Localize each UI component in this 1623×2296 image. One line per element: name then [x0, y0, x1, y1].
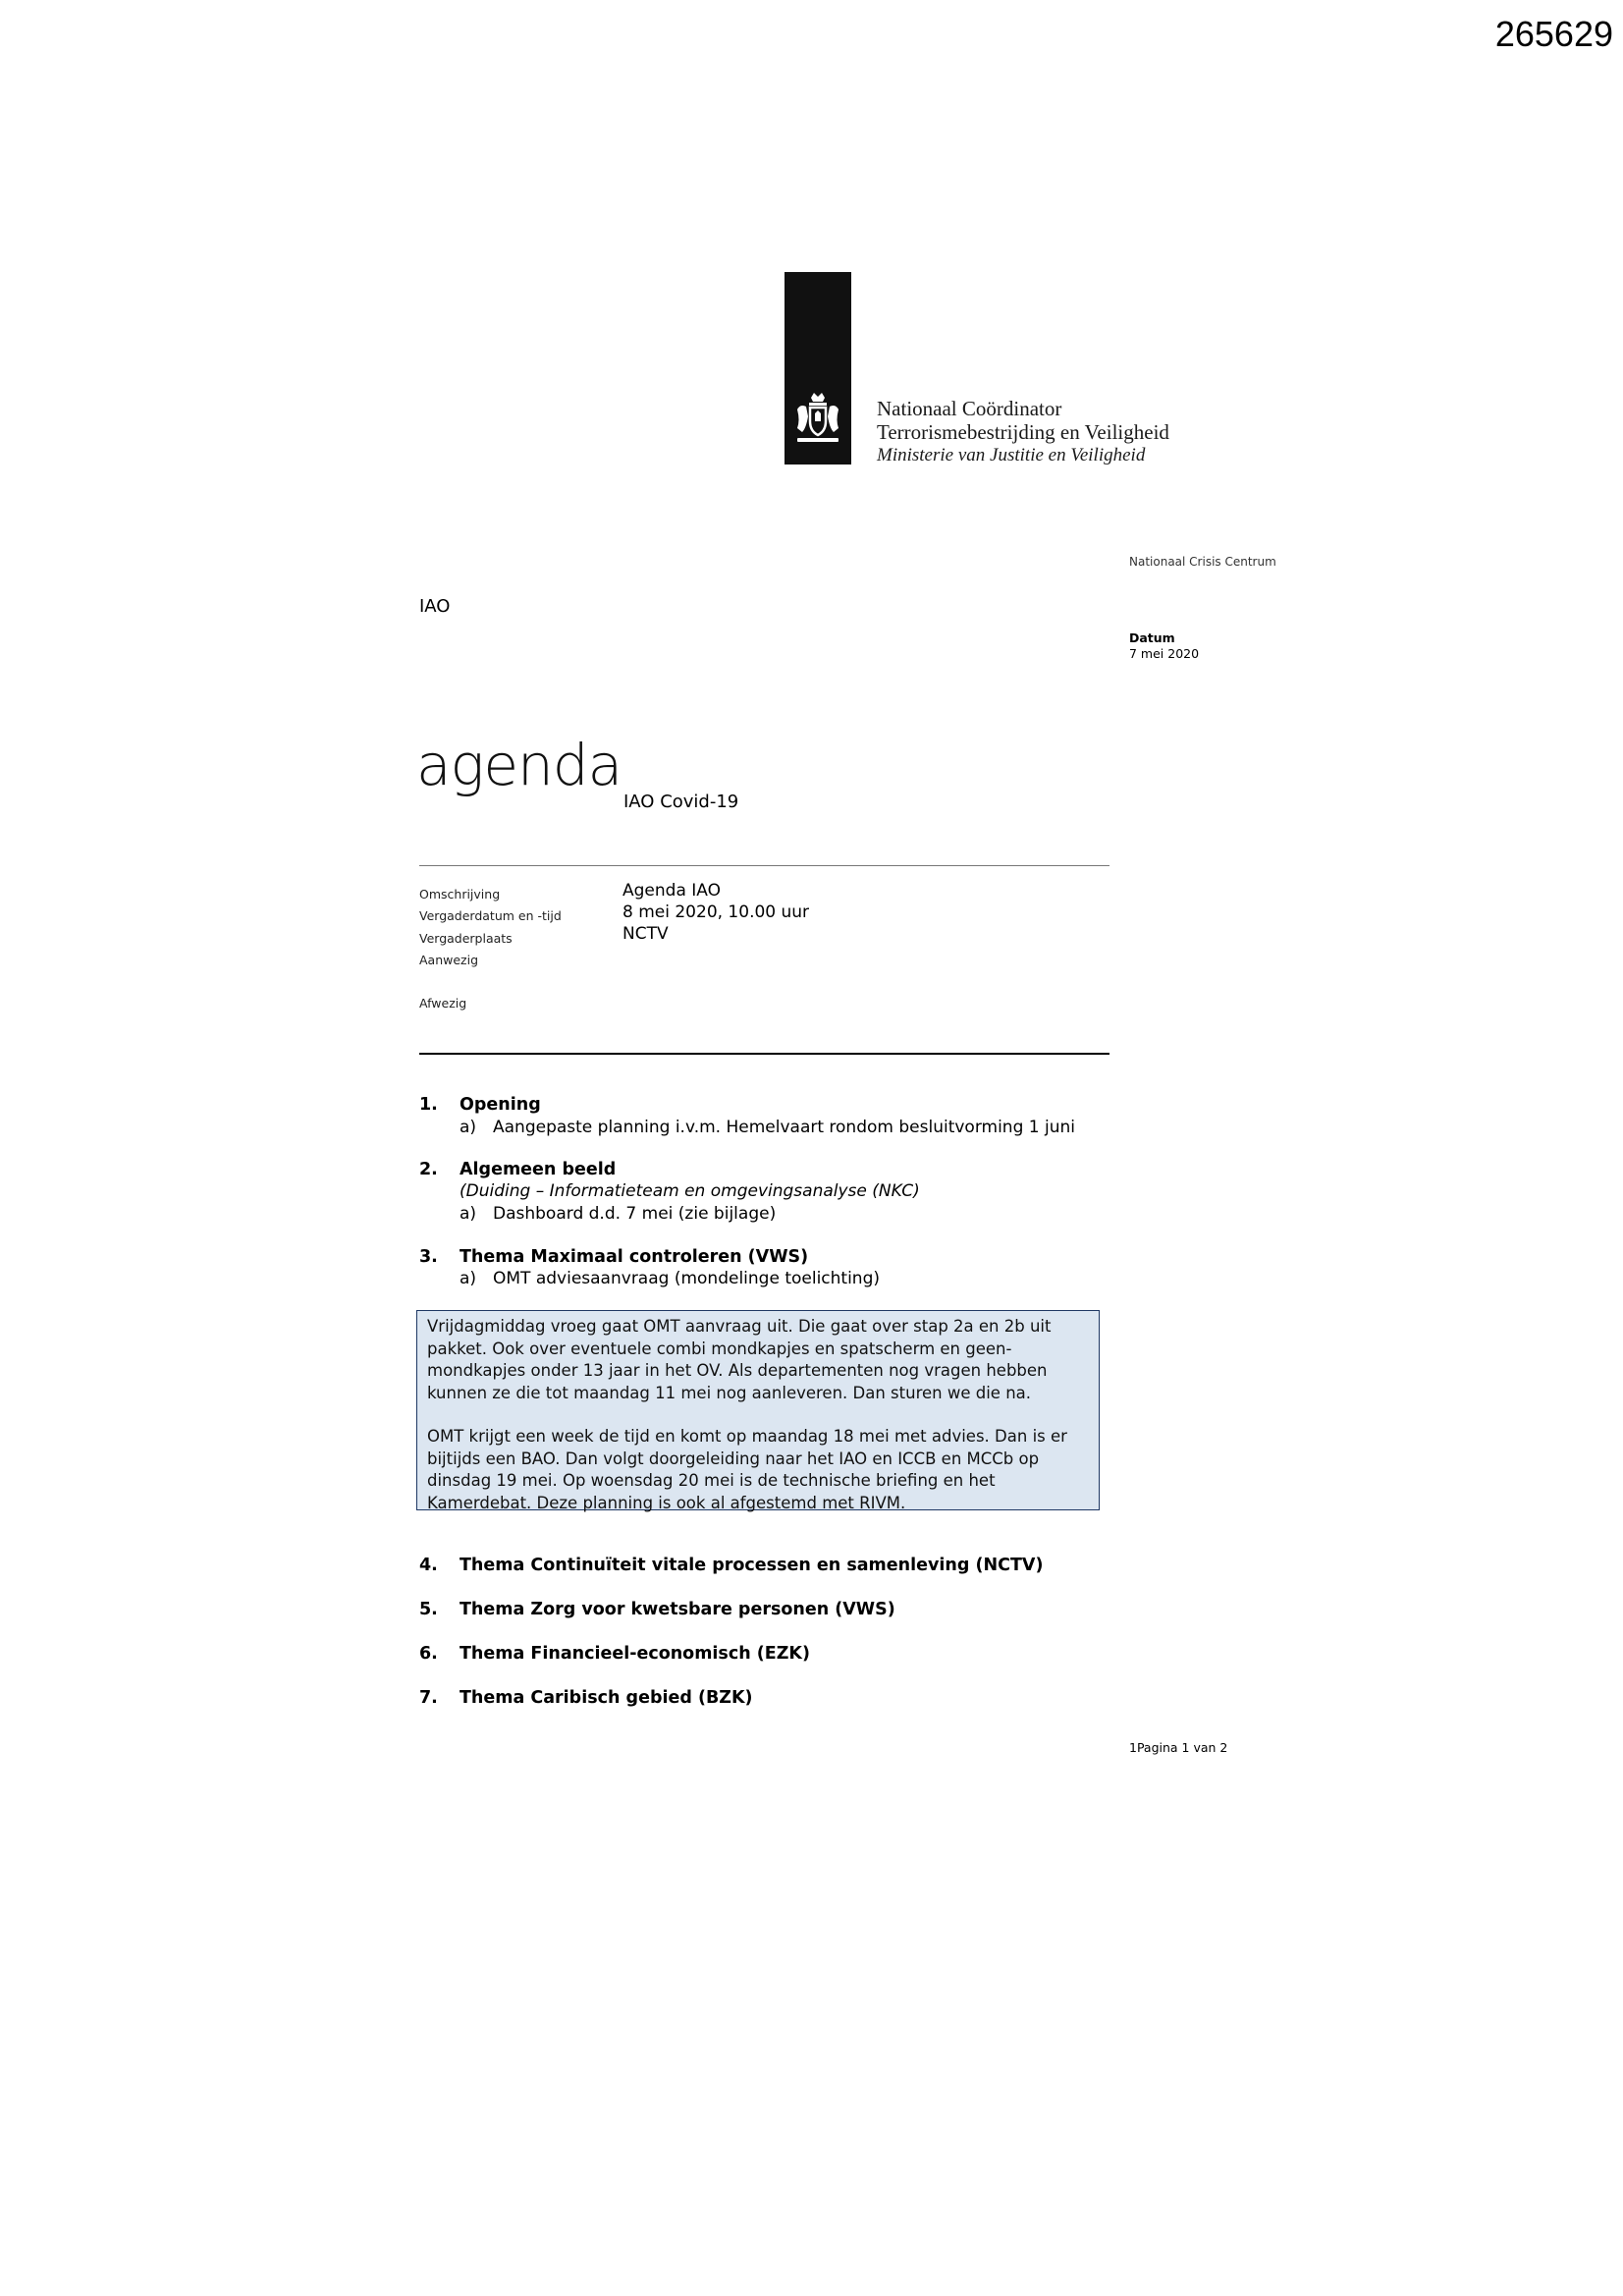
description-label: Omschrijving	[419, 887, 501, 902]
agenda-item-number: 7.	[419, 1688, 438, 1708]
note-paragraph-2: OMT krijgt een week de tijd en komt op maandag 18 mei met advies. Dan is er bijtijds een BAO. Dan volgt doorgeleiding naar het IAO en ICCB en MCCb op dinsdag 19 mei. Op woensdag 20 mei is de technische briefing en het Kamerdebat. Deze planning is ook al afgestemd met RIVM.	[427, 1427, 1067, 1512]
subitem-text: OMT adviesaanvraag (mondelinge toelichting)	[493, 1269, 881, 1288]
place-label: Vergaderplaats	[419, 931, 513, 946]
datetime-label: Vergaderdatum en -tijd	[419, 908, 562, 923]
org-line-3: Ministerie van Justitie en Veiligheid	[877, 445, 1146, 465]
org-line-2: Terrorismebestrijding en Veiligheid	[877, 420, 1169, 444]
agenda-item-number: 4.	[419, 1556, 438, 1575]
date-block	[1129, 630, 1199, 662]
subitem-letter: a)	[460, 1118, 477, 1137]
divider-top	[419, 865, 1109, 866]
document-number: 265629	[1494, 14, 1613, 54]
agenda-item-title: Opening	[460, 1095, 541, 1115]
agenda-item-title: Thema Continuïteit vitale processen en samenleving (NCTV)	[460, 1556, 1044, 1575]
subitem-text: Aangepaste planning i.v.m. Hemelvaart rondom besluitvorming 1 juni	[493, 1118, 1075, 1137]
date-label: Datum	[1129, 630, 1175, 645]
sender-unit: Nationaal Crisis Centrum	[1129, 555, 1276, 569]
date-value: 7 mei 2020	[1129, 646, 1200, 661]
place-value: NCTV	[622, 924, 669, 944]
absent-label: Afwezig	[419, 996, 467, 1011]
subitem-letter: a)	[460, 1204, 477, 1224]
agenda-subitem	[460, 1204, 776, 1224]
agenda-item-number: 3.	[419, 1247, 438, 1267]
agenda-item-number: 6.	[419, 1644, 438, 1664]
page-subtitle: IAO Covid-19	[623, 792, 739, 812]
subitem-text: Dashboard d.d. 7 mei (zie bijlage)	[493, 1204, 777, 1224]
royal-crest-icon	[793, 392, 842, 447]
datetime-value: 8 mei 2020, 10.00 uur	[622, 902, 810, 922]
subitem-letter: a)	[460, 1269, 477, 1288]
agenda-item-number: 1.	[419, 1095, 438, 1115]
agenda-item-title: Thema Maximaal controleren (VWS)	[460, 1247, 809, 1267]
agenda-item-title: Thema Zorg voor kwetsbare personen (VWS)	[460, 1600, 895, 1619]
agenda-subitem	[460, 1269, 880, 1288]
organization-name	[877, 397, 1169, 467]
agenda-item-title: Thema Caribisch gebied (BZK)	[460, 1688, 753, 1708]
note-box	[416, 1310, 1100, 1510]
agenda-item-title: Thema Financieel-economisch (EZK)	[460, 1644, 810, 1664]
description-value: Agenda IAO	[622, 881, 721, 901]
agenda-item-note: (Duiding – Informatieteam en omgevingsanalyse (NKC)	[460, 1181, 920, 1201]
agenda-item-number: 2.	[419, 1160, 438, 1179]
divider-bottom	[419, 1053, 1109, 1055]
page-footer: 1Pagina 1 van 2	[1129, 1740, 1228, 1755]
agenda-item-title: Algemeen beeld	[460, 1160, 617, 1179]
present-label: Aanwezig	[419, 953, 479, 967]
agenda-subitem	[460, 1118, 1075, 1137]
agenda-item-number: 5.	[419, 1600, 438, 1619]
org-line-1: Nationaal Coördinator	[877, 397, 1062, 420]
addressee: IAO	[419, 596, 451, 617]
note-paragraph-1: Vrijdagmiddag vroeg gaat OMT aanvraag uit. Die gaat over stap 2a en 2b uit pakket. Ook over eventuele combi mondkapjes en spatscherm en geen-mondkapjes onder 13 jaar in het OV. Als departementen nog vragen hebben kunnen ze die tot maandag 11 mei nog aanleveren. Dan sturen we die na.	[427, 1317, 1052, 1402]
page-title: agenda	[416, 732, 622, 798]
logo-bar	[784, 272, 851, 465]
